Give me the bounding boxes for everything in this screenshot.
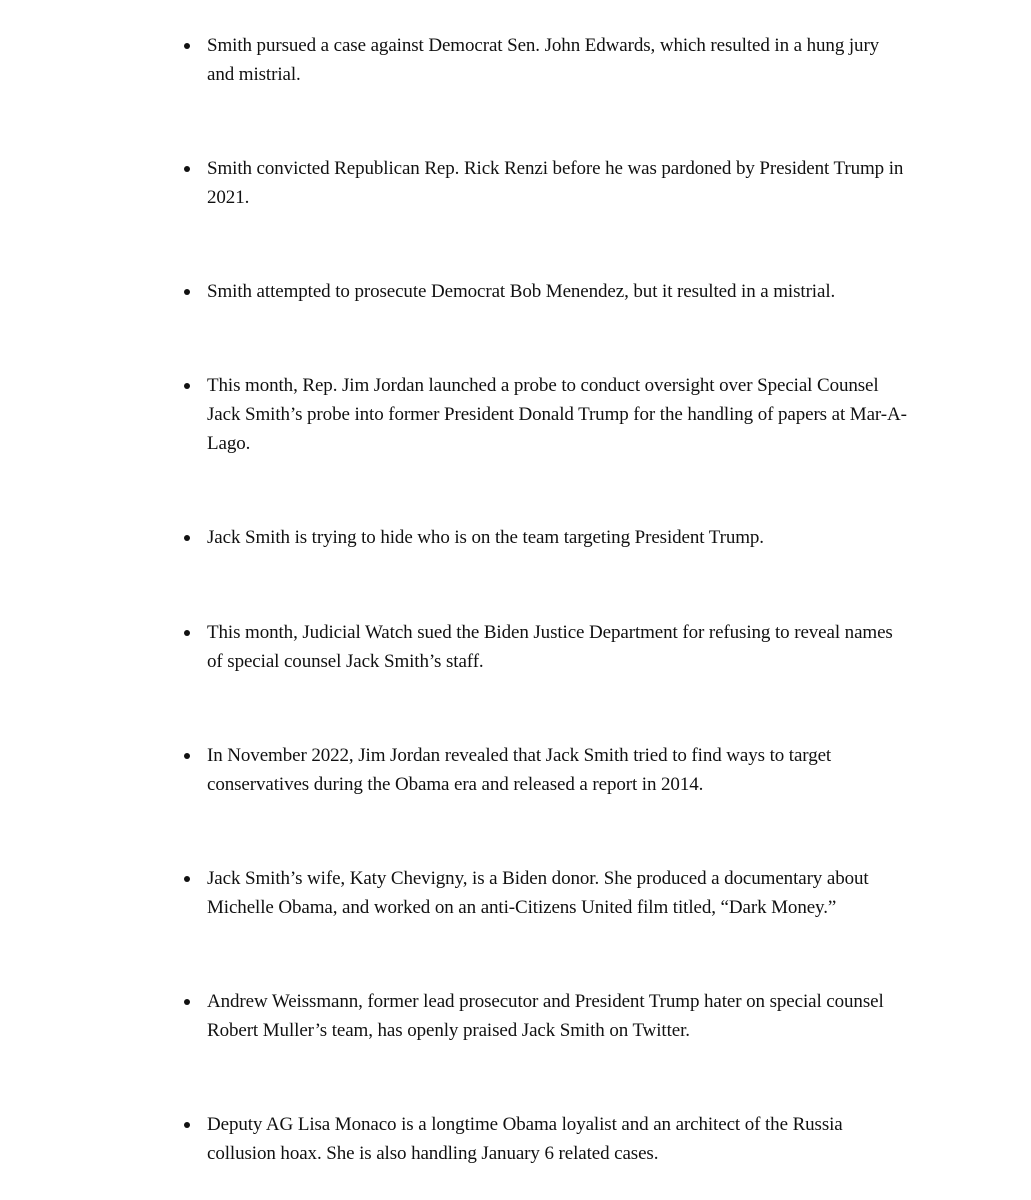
bullet-icon — [184, 289, 190, 295]
bullet-icon — [184, 999, 190, 1005]
bullet-text: This month, Judicial Watch sued the Biden Justice Department for refusing to reveal names of special counsel Jack Smith’s staff. — [207, 622, 893, 672]
bullet-text: Deputy AG Lisa Monaco is a longtime Obama loyalist and an architect of the Russia collusion hoax. She is also handling January 6 related cases. — [207, 1114, 843, 1164]
bullet-icon — [184, 383, 190, 389]
bullet-icon — [184, 1122, 190, 1128]
bullet-text: This month, Rep. Jim Jordan launched a probe to conduct oversight over Special Counsel Jack Smith’s probe into former President Donald Trump for the handling of papers at Mar-A-Lago. — [207, 375, 907, 454]
bullet-icon — [184, 630, 190, 636]
bullet-text: Smith attempted to prosecute Democrat Bob Menendez, but it resulted in a mistrial. — [207, 281, 836, 302]
bullet-icon — [184, 43, 190, 49]
bullet-icon — [184, 166, 190, 172]
bullet-text: Smith convicted Republican Rep. Rick Renzi before he was pardoned by President Trump in 2021. — [207, 158, 904, 208]
bullet-text: Jack Smith is trying to hide who is on the team targeting President Trump. — [207, 527, 764, 548]
bullet-icon — [184, 753, 190, 759]
bullet-text: Jack Smith’s wife, Katy Chevigny, is a Biden donor. She produced a documentary about Michelle Obama, and worked on an anti-Citizens United film titled, “Dark Money.” — [207, 868, 869, 918]
bullet-text: Andrew Weissmann, former lead prosecutor and President Trump hater on special counsel Robert Muller’s team, has openly praised Jack Smith on Twitter. — [207, 991, 884, 1041]
bullet-text: In November 2022, Jim Jordan revealed that Jack Smith tried to find ways to target conservatives during the Obama era and released a report in 2014. — [207, 745, 832, 795]
bullet-icon — [184, 876, 190, 882]
bullet-text: Smith pursued a case against Democrat Sen. John Edwards, which resulted in a hung jury and mistrial. — [207, 35, 880, 85]
bullet-icon — [184, 535, 190, 541]
